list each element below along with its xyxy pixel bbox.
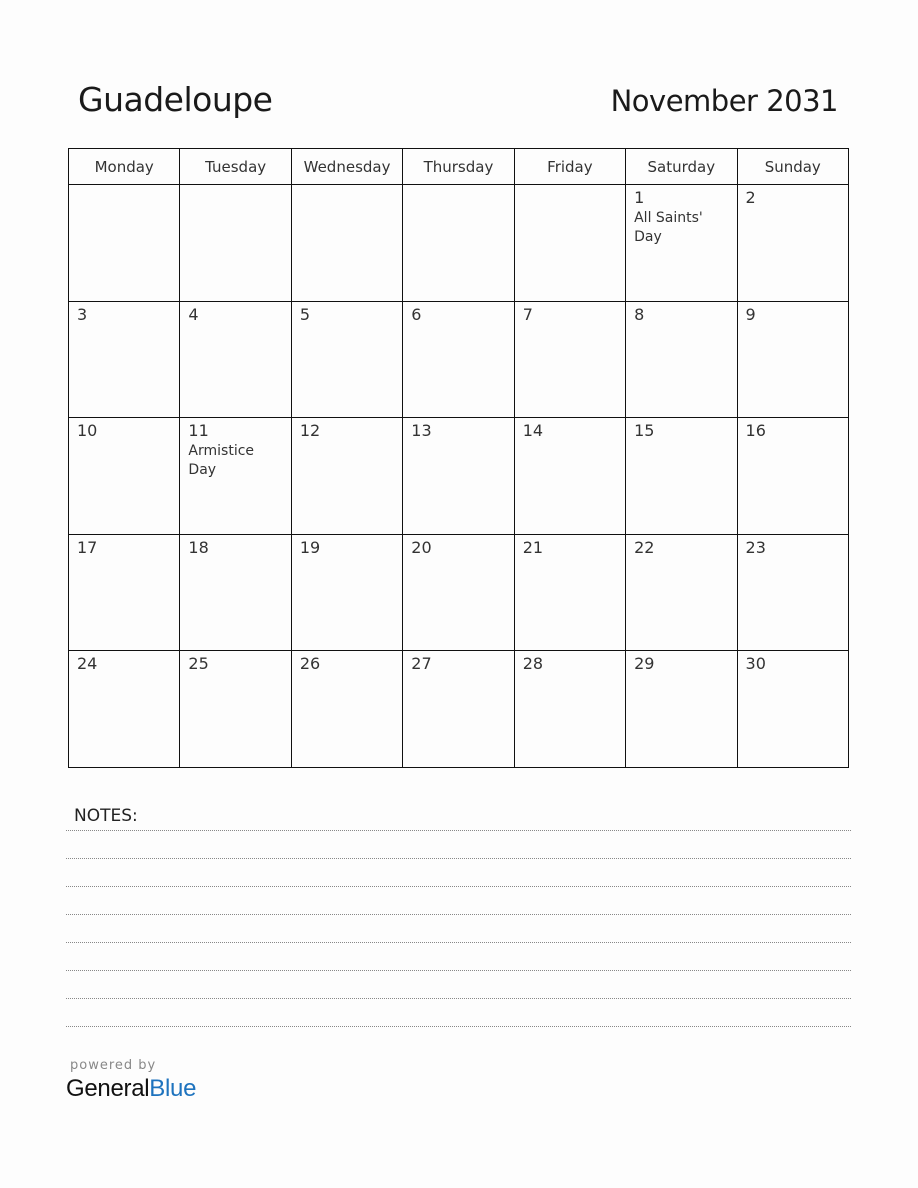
- day-cell: [737, 418, 848, 535]
- day-cell: [180, 418, 291, 535]
- day-number: 18: [188, 537, 209, 557]
- notes-line: [66, 970, 851, 971]
- calendar-grid: [68, 148, 849, 768]
- day-number: 25: [188, 654, 209, 674]
- holiday-label: All Saints' Day: [634, 210, 703, 245]
- day-cell: [69, 534, 180, 651]
- day-number: 8: [634, 304, 645, 324]
- day-cell: [626, 185, 737, 302]
- weekday-sunday: Sunday: [737, 149, 848, 185]
- day-cell: [514, 534, 625, 651]
- day-cell: [69, 418, 180, 535]
- day-cell: [737, 651, 848, 768]
- day-number: 10: [77, 421, 98, 441]
- day-number: 20: [411, 537, 432, 557]
- day-cell: [291, 301, 402, 418]
- day-cell: [69, 301, 180, 418]
- day-number: 28: [522, 654, 544, 674]
- notes-line: [66, 998, 851, 999]
- day-number: 9: [745, 304, 756, 324]
- notes-line: [66, 886, 851, 887]
- day-cell: [514, 651, 625, 768]
- day-number: 11: [188, 421, 209, 441]
- weekday-wednesday: Wednesday: [291, 149, 402, 185]
- day-number: 19: [299, 537, 321, 557]
- weekday-monday: Monday: [69, 149, 180, 185]
- holiday-label: Armistice Day: [188, 443, 255, 479]
- day-number: 21: [522, 537, 544, 557]
- day-number: 2: [745, 188, 756, 207]
- day-cell: [180, 651, 291, 768]
- day-cell: [626, 301, 737, 418]
- day-cell: [403, 418, 514, 535]
- notes-line: [66, 830, 851, 831]
- day-number: 5: [299, 304, 311, 324]
- week-row: [69, 185, 849, 302]
- notes-line: [66, 858, 851, 859]
- day-number: 1: [634, 188, 645, 207]
- notes-line: [66, 914, 851, 915]
- day-number: 30: [745, 654, 766, 674]
- region-title: Guadeloupe: [78, 80, 273, 119]
- day-cell: [180, 534, 291, 651]
- day-cell: [291, 185, 402, 302]
- brand-blue: Blue: [149, 1075, 197, 1102]
- day-cell: [514, 418, 625, 535]
- powered-by-text: powered by: [70, 1058, 157, 1073]
- day-number: 16: [745, 421, 766, 441]
- day-number: 4: [188, 304, 199, 324]
- weekday-friday: Friday: [514, 149, 625, 185]
- notes-line: [66, 1026, 851, 1027]
- day-cell: [403, 534, 514, 651]
- day-cell: [403, 301, 514, 418]
- day-number: 24: [77, 654, 98, 674]
- day-cell: [180, 301, 291, 418]
- day-number: 27: [411, 654, 432, 674]
- brand-general: General: [66, 1075, 150, 1102]
- day-number: 3: [77, 304, 88, 324]
- day-number: 7: [522, 304, 533, 324]
- day-cell: [291, 418, 402, 535]
- day-cell: [403, 651, 514, 768]
- weekday-header-row: [69, 149, 849, 185]
- day-cell: [737, 534, 848, 651]
- week-row: [69, 651, 849, 768]
- day-cell: [69, 651, 180, 768]
- day-cell: [626, 534, 737, 651]
- weekday-thursday: Thursday: [403, 149, 514, 185]
- day-cell: [626, 418, 737, 535]
- day-number: 22: [634, 537, 655, 557]
- notes-label: NOTES:: [74, 806, 138, 826]
- day-number: 6: [411, 304, 422, 324]
- week-row: [69, 418, 849, 535]
- day-cell: [737, 185, 848, 302]
- day-cell: [514, 301, 625, 418]
- day-number: 14: [522, 421, 544, 441]
- day-cell: [291, 534, 402, 651]
- day-cell: [737, 301, 848, 418]
- day-number: 26: [299, 654, 321, 674]
- day-number: 15: [634, 421, 655, 441]
- day-number: 29: [634, 654, 655, 674]
- day-number: 23: [745, 537, 766, 557]
- brand-logo: [66, 1075, 196, 1103]
- weekday-saturday: Saturday: [626, 149, 737, 185]
- day-cell: [69, 185, 180, 302]
- day-cell: [291, 651, 402, 768]
- day-cell: [403, 185, 514, 302]
- week-row: [69, 301, 849, 418]
- notes-line: [66, 942, 851, 943]
- month-year-title: November 2031: [610, 84, 838, 118]
- weekday-tuesday: Tuesday: [180, 149, 291, 185]
- day-cell: [514, 185, 625, 302]
- week-row: [69, 534, 849, 651]
- day-number: 12: [299, 421, 321, 441]
- day-cell: [626, 651, 737, 768]
- day-number: 13: [411, 421, 432, 441]
- day-number: 17: [77, 537, 98, 557]
- day-cell: [180, 185, 291, 302]
